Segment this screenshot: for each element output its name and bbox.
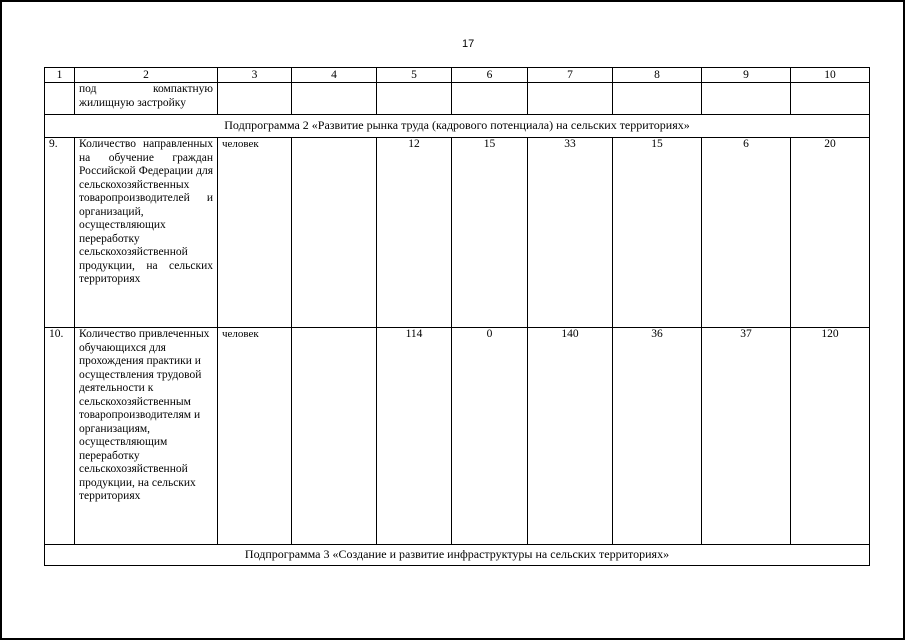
column-header: 9 xyxy=(702,68,791,83)
table-cell xyxy=(45,83,75,115)
value-cell: 114 xyxy=(377,328,452,545)
indicators-table xyxy=(44,67,870,566)
table-cell xyxy=(292,328,377,545)
table-cell xyxy=(452,83,528,115)
column-header: 1 xyxy=(45,68,75,83)
value-cell: 37 xyxy=(702,328,791,545)
continuation-text: под компактную жилищную застройку xyxy=(75,83,218,115)
value-cell: 33 xyxy=(528,138,613,328)
subprogram-2-heading: Подпрограмма 2 «Развитие рынка труда (кадрового потенциала) на сельских территориях» xyxy=(45,115,870,138)
subprogram-heading-row xyxy=(45,545,870,566)
column-number-row xyxy=(45,68,870,83)
table-cell xyxy=(528,83,613,115)
row-number: 9. xyxy=(45,138,75,328)
page-border-top xyxy=(0,0,905,2)
value-cell: 0 xyxy=(452,328,528,545)
table-cell xyxy=(218,83,292,115)
value-cell: 36 xyxy=(613,328,702,545)
value-cell: 15 xyxy=(613,138,702,328)
column-header: 5 xyxy=(377,68,452,83)
column-header: 4 xyxy=(292,68,377,83)
row-number: 10. xyxy=(45,328,75,545)
table-cell xyxy=(292,83,377,115)
page-number: 17 xyxy=(462,38,475,50)
table-cell xyxy=(791,83,870,115)
column-header: 7 xyxy=(528,68,613,83)
value-cell: 15 xyxy=(452,138,528,328)
unit-cell: человек xyxy=(218,328,292,545)
value-cell: 140 xyxy=(528,328,613,545)
value-cell: 20 xyxy=(791,138,870,328)
table-row xyxy=(45,83,870,115)
indicator-name: Количество привлеченных обучающихся для прохождения практики и осуществления трудовой деятельности к сельскохозяйственным товаропроизводителям и организациям, осуществляющим переработку сельскохозяйственной продукции, на сельских территориях xyxy=(75,328,218,545)
table-row xyxy=(45,328,870,545)
column-header: 3 xyxy=(218,68,292,83)
column-header: 6 xyxy=(452,68,528,83)
table-cell xyxy=(613,83,702,115)
table-cell xyxy=(702,83,791,115)
indicator-name: Количество направленных на обучение граждан Российской Федерации для сельскохозяйственных товаропроизводителей и организаций, осуществляющих переработку сельскохозяйственной продукции, на сельских территориях xyxy=(75,138,218,328)
page-border-left xyxy=(0,0,2,640)
column-header: 10 xyxy=(791,68,870,83)
value-cell: 120 xyxy=(791,328,870,545)
table-cell xyxy=(292,138,377,328)
column-header: 2 xyxy=(75,68,218,83)
subprogram-heading-row xyxy=(45,115,870,138)
column-header: 8 xyxy=(613,68,702,83)
unit-cell: человек xyxy=(218,138,292,328)
table-row xyxy=(45,138,870,328)
value-cell: 12 xyxy=(377,138,452,328)
value-cell: 6 xyxy=(702,138,791,328)
subprogram-3-heading: Подпрограмма 3 «Создание и развитие инфраструктуры на сельских территориях» xyxy=(45,545,870,566)
table-cell xyxy=(377,83,452,115)
